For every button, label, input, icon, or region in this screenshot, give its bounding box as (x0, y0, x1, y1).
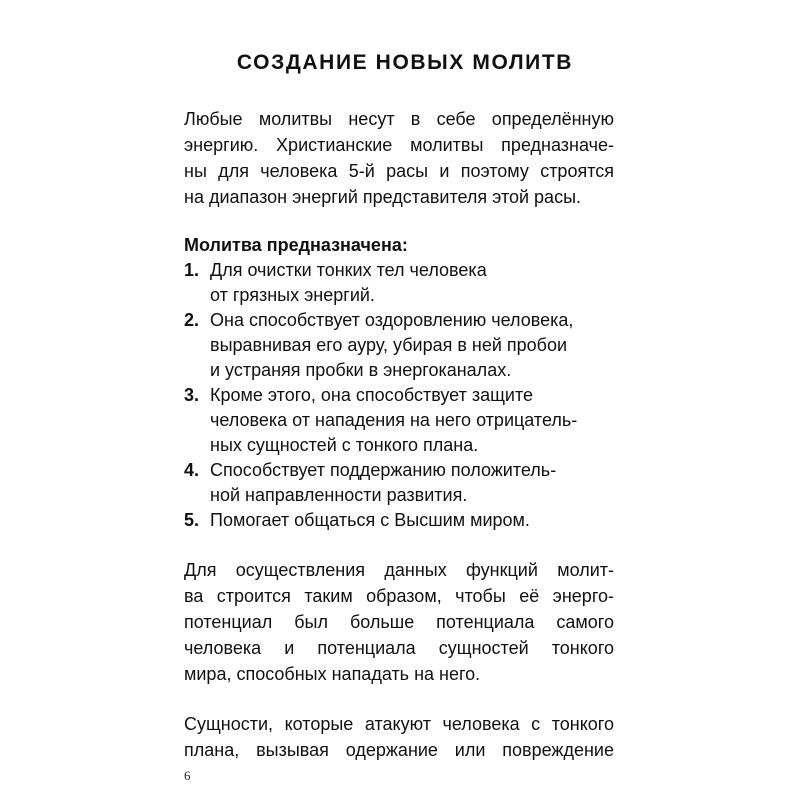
text-line: ва строится таким образом, чтобы её энерго- (184, 586, 614, 606)
text-line: ных сущностей с тонкого плана. (210, 435, 479, 455)
list-heading: Молитва предназначена: (184, 235, 408, 255)
text-line: плана, вызывая одержание или повреждение (184, 740, 614, 760)
text-line: от грязных энергий. (210, 285, 375, 305)
text-line: Кроме этого, она способствует защите (210, 385, 534, 405)
text-line: энергию. Христианские молитвы предназначе- (184, 135, 614, 155)
numbered-list (184, 258, 614, 533)
text-line: Она способствует оздоровлению человека, (210, 310, 574, 330)
list-item (184, 508, 614, 533)
list-number: 2. (184, 310, 200, 330)
list-number: 4. (184, 460, 200, 480)
page-title: СОЗДАНИЕ НОВЫХ МОЛИТВ (236, 51, 574, 74)
list-number: 1. (184, 260, 200, 280)
text-line: ны для человека 5-й расы и поэтому строятся (184, 161, 614, 181)
text-line: мира, способных нападать на него. (184, 664, 481, 684)
list-item (184, 258, 614, 308)
text-line: потенциал был больше потенциала самого (184, 612, 614, 632)
spacer (184, 533, 614, 557)
text-line: Для осуществления данных функций молит- (184, 560, 614, 580)
list-number: 5. (184, 510, 200, 530)
text-line: Сущности, которые атакуют человека с тонкого (184, 714, 614, 734)
function-paragraph (184, 557, 614, 687)
entities-paragraph (184, 711, 614, 763)
page-body (184, 48, 614, 763)
text-line: на диапазон энергий представителя этой расы. (184, 187, 582, 207)
text-line: человека и потенциала сущностей тонкого (184, 638, 614, 658)
text-line: Любые молитвы несут в себе определённую (184, 109, 614, 129)
text-line: выравнивая его ауру, убирая в ней пробои (210, 335, 568, 355)
text-line: ной направленности развития. (210, 485, 468, 505)
intro-paragraph (184, 106, 614, 210)
list-item (184, 308, 614, 383)
list-item (184, 383, 614, 458)
text-line: Помогает общаться с Высшим миром. (210, 510, 530, 530)
list-item (184, 458, 614, 508)
spacer (184, 687, 614, 711)
text-line: Для очистки тонких тел человека (210, 260, 487, 280)
list-number: 3. (184, 385, 200, 405)
text-line: человека от нападения на него отрицатель- (210, 410, 578, 430)
text-line: Способствует поддержанию положитель- (210, 460, 557, 480)
page-number: 6 (184, 768, 191, 783)
text-line: и устраняя пробки в энергоканалах. (210, 360, 512, 380)
